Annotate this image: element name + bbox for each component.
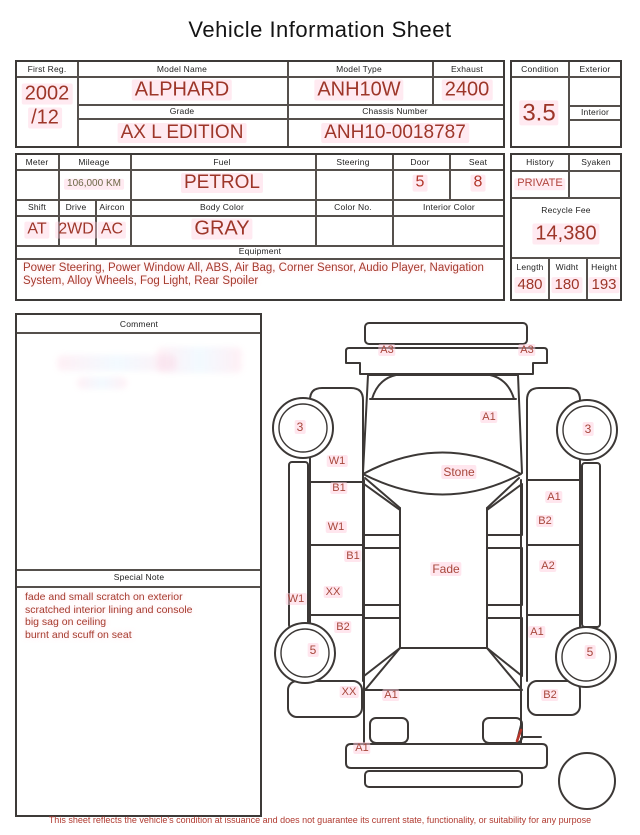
vehicle-spec-table (15, 153, 505, 301)
divider (17, 586, 260, 588)
model-name-value: ALPHARD (132, 80, 232, 101)
damage-code-label: A2 (541, 560, 555, 572)
divider (568, 155, 570, 197)
first-reg-value: 2002 (22, 84, 73, 105)
grade-value: AX L EDITION (118, 123, 247, 143)
special-note-label: Special Note (113, 572, 165, 582)
comment-label: Comment (119, 319, 159, 329)
chassis-label: Chassis Number (362, 106, 428, 116)
equipment-label: Equipment (238, 246, 282, 256)
special-note-text (25, 591, 257, 641)
condition-table (510, 60, 622, 148)
divider (568, 62, 570, 146)
divider (130, 155, 132, 199)
aircon-label: Aircon (99, 202, 125, 212)
damage-code-label: 5 (309, 643, 317, 657)
divider (449, 155, 451, 199)
seat-value: 8 (471, 175, 486, 192)
divider (512, 257, 620, 259)
damage-code-label: 5 (586, 645, 594, 659)
door-label: Door (410, 157, 430, 167)
special-note-line: burnt and scuff on seat (25, 628, 132, 641)
damage-code-label: W1 (287, 593, 305, 605)
first-reg-value2: /12 (28, 108, 62, 129)
divider (512, 76, 620, 78)
divider (512, 197, 620, 199)
exhaust-label: Exhaust (450, 64, 484, 74)
damage-code-label: W1 (327, 521, 345, 533)
damage-code-label: Stone (443, 465, 475, 479)
length-label: Length (516, 262, 544, 272)
divider (130, 199, 132, 245)
recycle-fee-value: 14,380 (532, 224, 599, 245)
diagram-label-layer (270, 315, 630, 817)
vehicle-main-table (15, 60, 505, 148)
damage-code-label: B2 (543, 689, 557, 701)
disclaimer-text: This sheet reflects the vehicle's condition at issuance and does not guarantee its current state, functionality, or suitability for any purpose (48, 815, 592, 825)
damage-code-label: A3 (520, 344, 534, 356)
divider (315, 199, 317, 245)
damage-code-label: B2 (538, 515, 552, 527)
interior-label: Interior (580, 107, 610, 117)
width-value: 180 (551, 277, 582, 293)
condition-score: 3.5 (519, 100, 558, 125)
damage-code-label: XX (341, 686, 357, 698)
divider (586, 257, 588, 299)
history-fee-table (510, 153, 622, 301)
damage-code-label: B1 (332, 482, 346, 494)
history-value: PRIVATE (514, 178, 565, 190)
history-label: History (526, 157, 554, 167)
special-note-line: big sag on ceiling (25, 616, 107, 628)
fuel-value: PETROL (181, 173, 263, 193)
special-note-line: scratched interior lining and console (25, 603, 193, 616)
body-color-value: GRAY (191, 219, 252, 240)
scan-bleed (157, 347, 242, 373)
condition-label: Condition (521, 64, 559, 74)
divider (315, 155, 317, 199)
body-color-label: Body Color (199, 202, 245, 212)
mileage-label: Mileage (78, 157, 110, 167)
model-type-label: Model Type (336, 64, 382, 74)
special-note-line: fade and small scratch on exterior (25, 591, 183, 603)
damage-code-label: A1 (547, 491, 561, 503)
divider (392, 155, 394, 199)
divider (432, 62, 434, 104)
damage-code-label: A3 (380, 344, 394, 356)
page-title: Vehicle Information Sheet (188, 17, 452, 42)
damage-code-label: XX (325, 586, 341, 598)
divider (392, 199, 394, 245)
model-name-label: Model Name (156, 64, 208, 74)
equipment-list: Power Steering, Power Window All, ABS, Air Bag, Corner Sensor, Audio Player, Navigation System, Alloy Wheels, Fog Light, Rear Spoiler (23, 262, 484, 287)
model-type-value: ANH10W (314, 80, 403, 101)
divider (17, 258, 503, 260)
color-no-label: Color No. (334, 202, 372, 212)
drive-label: Drive (65, 202, 87, 212)
exhaust-value: 2400 (442, 80, 493, 101)
divider (17, 169, 503, 171)
damage-code-label: 3 (584, 422, 592, 436)
divider (77, 104, 503, 106)
scan-bleed (77, 377, 127, 389)
divider (512, 170, 620, 172)
steering-label: Steering (336, 157, 370, 167)
divider (568, 119, 620, 121)
aircon-value: AC (98, 222, 126, 239)
damage-code-label: A1 (384, 689, 398, 701)
damage-code-label: Fade (432, 562, 460, 576)
shift-value: AT (24, 222, 49, 239)
divider (17, 332, 260, 334)
damage-code-label: A1 (482, 411, 496, 423)
shift-label: Shift (27, 202, 47, 212)
mileage-value: 106,000 KM (64, 179, 124, 190)
divider (17, 569, 260, 571)
chassis-value: ANH10-0018787 (321, 123, 469, 143)
exterior-label: Exterior (579, 64, 611, 74)
damage-code-label: B1 (346, 550, 360, 562)
fuel-label: Fuel (213, 157, 231, 167)
first-reg-label: First Reg. (27, 64, 67, 74)
divider (548, 257, 550, 299)
length-value: 480 (514, 277, 545, 293)
height-label: Height (591, 262, 617, 272)
grade-label: Grade (169, 106, 195, 116)
damage-code-label: W1 (328, 455, 346, 467)
door-value: 5 (413, 175, 428, 192)
drive-value: 2WD (55, 222, 97, 239)
divider (17, 199, 503, 201)
interior-color-label: Interior Color (423, 202, 475, 212)
divider (58, 155, 60, 199)
seat-label: Seat (468, 157, 488, 167)
damage-code-label: A1 (355, 742, 369, 754)
width-label: Widht (555, 262, 579, 272)
comment-box (15, 313, 262, 817)
damage-code-label: B2 (336, 621, 350, 633)
damage-code-label: A1 (530, 626, 544, 638)
car-condition-diagram (270, 315, 630, 817)
recycle-fee-label: Recycle Fee (541, 205, 591, 215)
meter-label: Meter (25, 157, 49, 167)
divider (17, 76, 503, 78)
divider (77, 118, 503, 120)
damage-code-label: 3 (296, 420, 304, 434)
syaken-label: Syaken (581, 157, 611, 167)
divider (17, 215, 503, 217)
height-value: 193 (588, 277, 619, 293)
